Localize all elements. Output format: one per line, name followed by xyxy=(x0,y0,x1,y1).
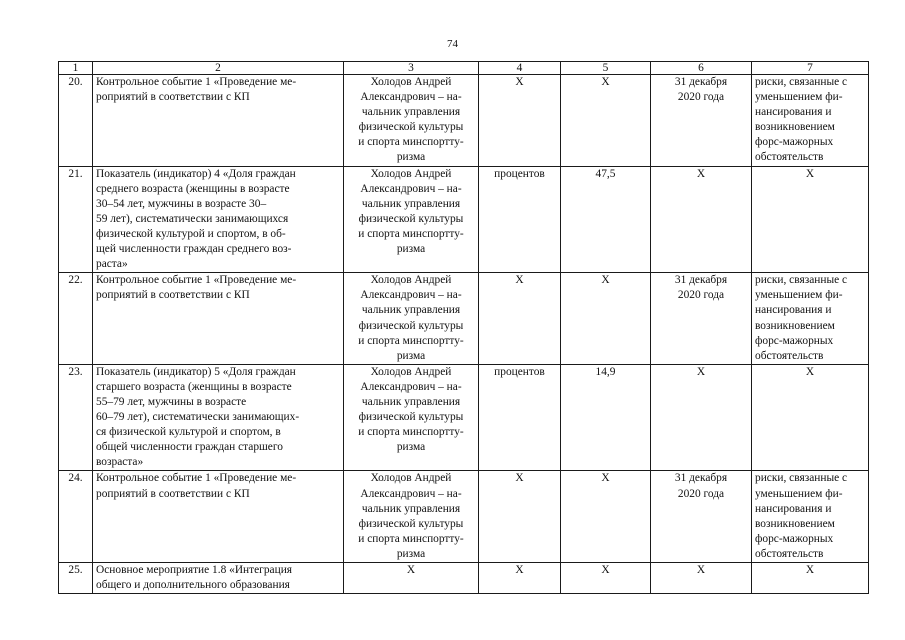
unit-cell: Х xyxy=(479,563,561,594)
column-header: 7 xyxy=(752,62,869,75)
responsible-person-line: и спорта минспортту- xyxy=(358,426,464,439)
responsible-person-line: Холодов Андрей xyxy=(370,472,452,485)
risks-cell xyxy=(752,75,869,167)
column-header: 3 xyxy=(344,62,479,75)
risks-cell-line: Х xyxy=(805,167,815,180)
column-header: 4 xyxy=(479,62,561,75)
event-name-line: Контрольное событие 1 «Проведение ме- xyxy=(96,76,297,88)
risks-cell-line: форс-мажорных xyxy=(755,532,834,545)
event-name-line: роприятий в соответствии с КП xyxy=(96,487,250,500)
table-row xyxy=(59,273,869,365)
risks-cell-line: риски, связанные с xyxy=(755,76,848,88)
event-name-line: общей численности граждан старшего xyxy=(96,441,283,454)
responsible-person-line: физической культуры xyxy=(358,121,464,134)
responsible-person-line: физической культуры xyxy=(358,411,464,424)
risks-cell-line: риски, связанные с xyxy=(755,472,848,485)
event-name xyxy=(93,471,344,563)
deadline-cell-line: 2020 года xyxy=(677,289,725,302)
responsible-person-line: Холодов Андрей xyxy=(370,167,452,180)
risks-cell-line: Х xyxy=(805,564,815,576)
responsible-person-line: и спорта минспортту- xyxy=(358,334,464,347)
value-cell: 14,9 xyxy=(561,364,651,471)
risks-cell-line: возникновением xyxy=(755,319,835,332)
column-header: 1 xyxy=(59,62,93,75)
responsible-person-line: ризма xyxy=(396,441,426,454)
column-header: 6 xyxy=(651,62,752,75)
event-name-line: 30–54 лет, мужчины в возрасте 30– xyxy=(96,197,267,210)
risks-cell-line: нансирования и xyxy=(755,106,832,119)
deadline-cell xyxy=(651,166,752,273)
table-row xyxy=(59,166,869,273)
responsible-person-line: ризма xyxy=(396,547,426,560)
event-name xyxy=(93,273,344,365)
event-name-line: физической культурой и спортом, в об- xyxy=(96,227,286,240)
event-name-line: 59 лет), систематически занимающихся xyxy=(96,212,289,225)
risks-cell-line: уменьшением фи- xyxy=(755,487,843,500)
responsible-person xyxy=(344,563,479,594)
responsible-person-line: чальник управления xyxy=(361,395,461,408)
deadline-cell-line: 31 декабря xyxy=(674,76,728,88)
responsible-person xyxy=(344,273,479,365)
responsible-person-line: Холодов Андрей xyxy=(370,76,452,88)
row-number: 23. xyxy=(59,364,93,471)
value-cell: Х xyxy=(561,471,651,563)
event-name xyxy=(93,364,344,471)
deadline-cell xyxy=(651,75,752,167)
event-name xyxy=(93,563,344,594)
risks-cell-line: обстоятельств xyxy=(755,547,824,560)
responsible-person-line: чальник управления xyxy=(361,106,461,119)
responsible-person-line: Холодов Андрей xyxy=(370,274,452,287)
responsible-person-line: и спорта минспортту- xyxy=(358,227,464,240)
responsible-person xyxy=(344,471,479,563)
responsible-person-line: ризма xyxy=(396,243,426,256)
column-header: 5 xyxy=(561,62,651,75)
unit-cell: процентов xyxy=(479,364,561,471)
deadline-cell-line: Х xyxy=(696,167,706,180)
responsible-person-line: и спорта минспортту- xyxy=(358,136,464,149)
event-name-line: 55–79 лет, мужчины в возрасте xyxy=(96,395,247,408)
deadline-cell xyxy=(651,364,752,471)
row-number: 21. xyxy=(59,166,93,273)
risks-cell-line: уменьшением фи- xyxy=(755,289,843,302)
table-row xyxy=(59,563,869,594)
table-row xyxy=(59,364,869,471)
unit-cell: Х xyxy=(479,471,561,563)
responsible-person-line: физической культуры xyxy=(358,319,464,332)
responsible-person-line: ризма xyxy=(396,151,426,164)
risks-cell-line: возникновением xyxy=(755,121,835,134)
event-name-line: Основное мероприятие 1.8 «Интеграция xyxy=(96,564,293,576)
risks-cell-line: риски, связанные с xyxy=(755,274,848,287)
unit-cell: Х xyxy=(479,273,561,365)
risks-cell xyxy=(752,364,869,471)
header-row xyxy=(59,62,869,75)
event-name-line: Показатель (индикатор) 5 «Доля граждан xyxy=(96,365,296,378)
responsible-person xyxy=(344,364,479,471)
event-name xyxy=(93,75,344,167)
event-name-line: роприятий в соответствии с КП xyxy=(96,91,250,104)
event-name-line: общего и дополнительного образования xyxy=(96,579,290,592)
risks-cell xyxy=(752,471,869,563)
responsible-person-line: физической культуры xyxy=(358,212,464,225)
risks-cell xyxy=(752,166,869,273)
responsible-person-line: Холодов Андрей xyxy=(370,365,452,378)
risks-cell-line: обстоятельств xyxy=(755,349,824,362)
risks-cell-line: обстоятельств xyxy=(755,151,824,164)
event-name-line: раста» xyxy=(96,258,128,271)
row-number: 22. xyxy=(59,273,93,365)
row-number: 25. xyxy=(59,563,93,594)
risks-cell xyxy=(752,563,869,594)
table-row xyxy=(59,471,869,563)
responsible-person-line: ризма xyxy=(396,349,426,362)
responsible-person-line: Х xyxy=(406,564,416,576)
responsible-person xyxy=(344,75,479,167)
responsible-person-line: чальник управления xyxy=(361,304,461,317)
deadline-cell xyxy=(651,563,752,594)
deadline-cell-line: Х xyxy=(696,365,706,378)
page-number: 74 xyxy=(447,38,458,50)
risks-cell-line: уменьшением фи- xyxy=(755,91,843,104)
responsible-person-line: Александрович – на- xyxy=(360,289,462,302)
deadline-cell-line: 31 декабря xyxy=(674,274,728,287)
column-header: 2 xyxy=(93,62,344,75)
responsible-person-line: Александрович – на- xyxy=(360,91,462,104)
risks-cell-line: нансирования и xyxy=(755,502,832,515)
risks-cell xyxy=(752,273,869,365)
value-cell: 47,5 xyxy=(561,166,651,273)
event-name-line: Контрольное событие 1 «Проведение ме- xyxy=(96,274,297,287)
plan-table xyxy=(58,61,869,594)
responsible-person-line: чальник управления xyxy=(361,502,461,515)
deadline-cell-line: 2020 года xyxy=(677,91,725,104)
deadline-cell-line: Х xyxy=(696,564,706,576)
event-name xyxy=(93,166,344,273)
event-name-line: щей численности граждан среднего воз- xyxy=(96,243,292,256)
event-name-line: Показатель (индикатор) 4 «Доля граждан xyxy=(96,167,296,180)
value-cell: Х xyxy=(561,75,651,167)
event-name-line: среднего возраста (женщины в возрасте xyxy=(96,182,290,195)
risks-cell-line: Х xyxy=(805,365,815,378)
event-name-line: роприятий в соответствии с КП xyxy=(96,289,250,302)
responsible-person-line: Александрович – на- xyxy=(360,380,462,393)
responsible-person-line: Александрович – на- xyxy=(360,487,462,500)
responsible-person-line: чальник управления xyxy=(361,197,461,210)
value-cell: Х xyxy=(561,273,651,365)
risks-cell-line: возникновением xyxy=(755,517,835,530)
deadline-cell xyxy=(651,273,752,365)
event-name-line: 60–79 лет), систематически занимающих- xyxy=(96,411,300,424)
deadline-cell-line: 31 декабря xyxy=(674,472,728,485)
event-name-line: ся физической культурой и спортом, в xyxy=(96,426,281,439)
event-name-line: возраста» xyxy=(96,456,144,469)
responsible-person-line: Александрович – на- xyxy=(360,182,462,195)
unit-cell: процентов xyxy=(479,166,561,273)
row-number: 20. xyxy=(59,75,93,167)
table-row xyxy=(59,75,869,167)
event-name-line: Контрольное событие 1 «Проведение ме- xyxy=(96,472,297,485)
risks-cell-line: форс-мажорных xyxy=(755,136,834,149)
responsible-person-line: физической культуры xyxy=(358,517,464,530)
event-name-line: старшего возраста (женщины в возрасте xyxy=(96,380,292,393)
value-cell: Х xyxy=(561,563,651,594)
unit-cell: Х xyxy=(479,75,561,167)
deadline-cell-line: 2020 года xyxy=(677,487,725,500)
deadline-cell xyxy=(651,471,752,563)
responsible-person-line: и спорта минспортту- xyxy=(358,532,464,545)
responsible-person xyxy=(344,166,479,273)
risks-cell-line: нансирования и xyxy=(755,304,832,317)
row-number: 24. xyxy=(59,471,93,563)
risks-cell-line: форс-мажорных xyxy=(755,334,834,347)
